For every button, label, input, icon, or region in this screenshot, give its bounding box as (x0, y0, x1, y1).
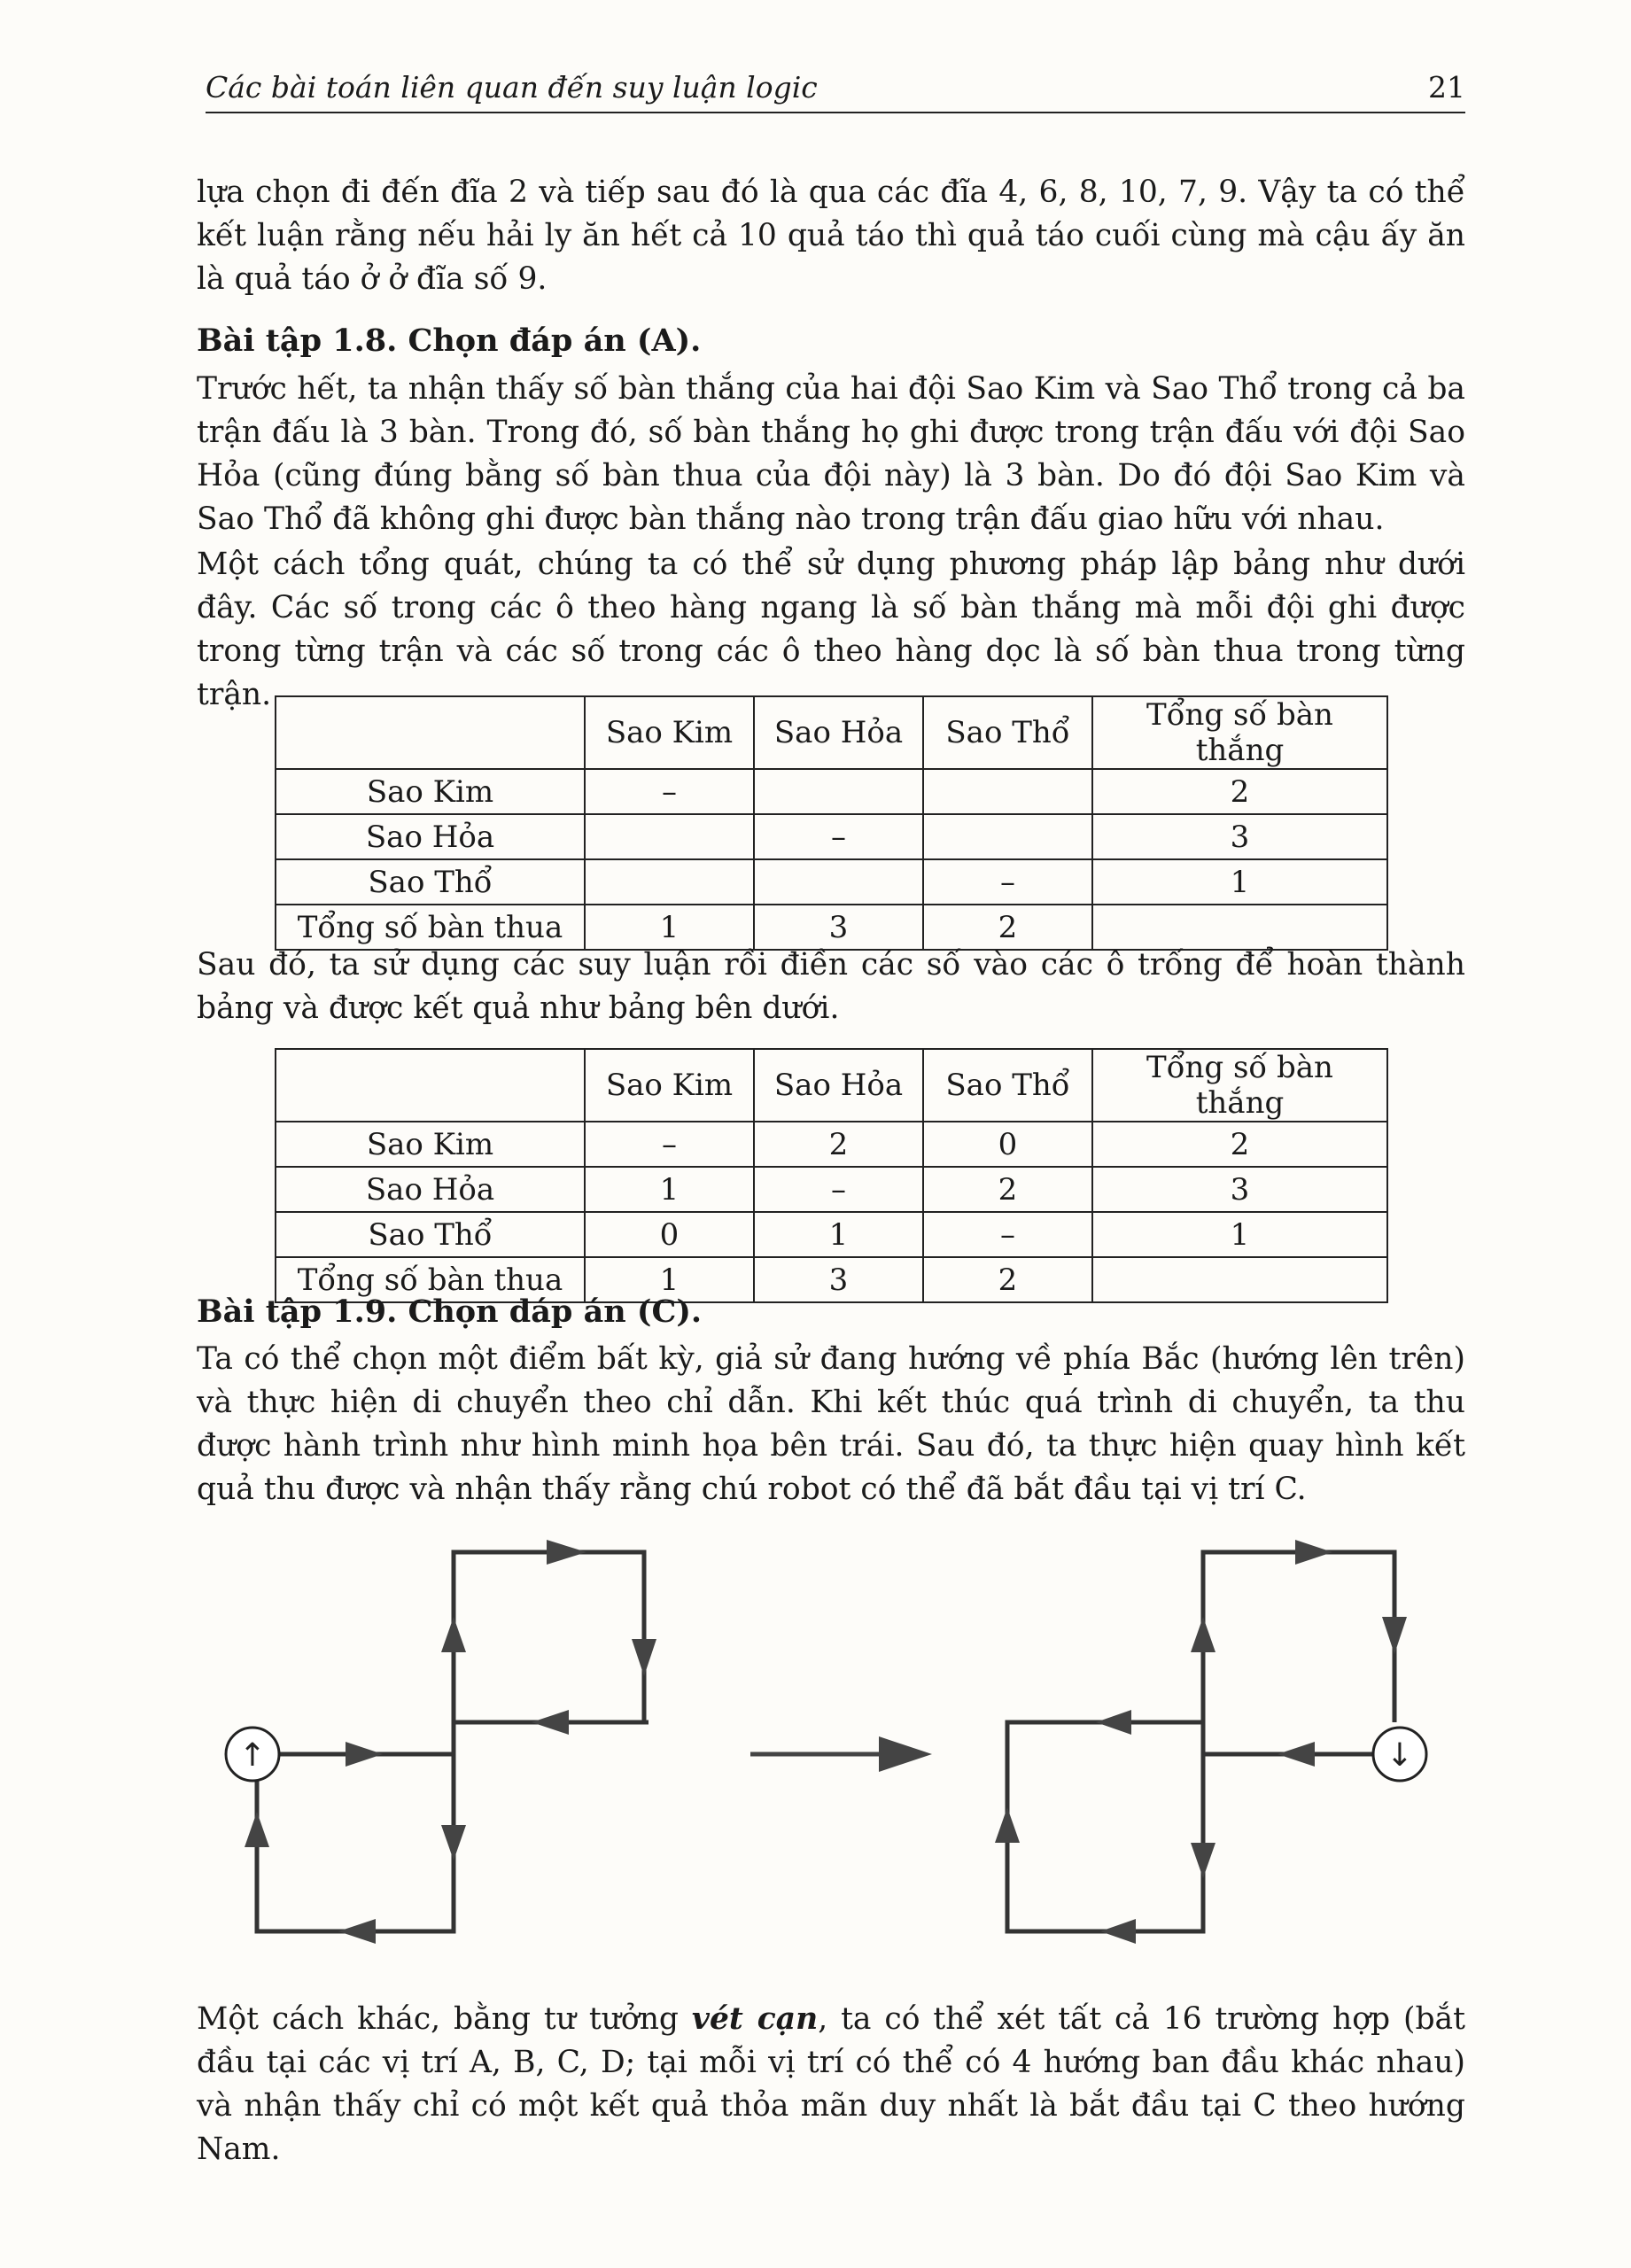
left-start-marker (226, 1728, 279, 1781)
table-cell: – (585, 1122, 754, 1167)
table-cell (923, 814, 1092, 859)
table-cell (754, 769, 923, 814)
left-path-arrows (245, 1540, 656, 1944)
table-cell: Tổng số bàn thắng (1092, 696, 1387, 769)
table-cell: Sao Kim (276, 769, 585, 814)
table-cell: 1 (754, 1212, 923, 1257)
table-header-row (276, 1049, 1387, 1122)
exercise-1-9-paragraph-2 (197, 1998, 1465, 2171)
table-cell: Sao Kim (276, 1122, 585, 1167)
table-cell: 1 (585, 1167, 754, 1212)
goals-table-blank (275, 695, 1388, 951)
table-cell: 2 (923, 905, 1092, 950)
arrow-icon (346, 1742, 383, 1767)
header-title: Các bài toán liên quan đến suy luận logic (206, 70, 818, 105)
table-cell: 3 (754, 905, 923, 950)
arrow-icon (245, 1812, 269, 1847)
page-header (206, 64, 1465, 113)
arrow-icon (632, 1639, 656, 1676)
table-cell: Sao Thổ (276, 1212, 585, 1257)
page-number: 21 (1428, 70, 1465, 105)
table-cell (923, 769, 1092, 814)
table-row (276, 1212, 1387, 1257)
table-cell: 2 (923, 1257, 1092, 1302)
table-row (276, 769, 1387, 814)
table-cell: 0 (585, 1212, 754, 1257)
arrow-icon (1278, 1742, 1315, 1767)
table-cell (585, 814, 754, 859)
exercise-1-9-heading: Bài tập 1.9. Chọn đáp án (C). (197, 1293, 703, 1330)
table-cell: Sao Hỏa (754, 696, 923, 769)
table-cell: 1 (1092, 1212, 1387, 1257)
table-cell: 1 (585, 1257, 754, 1302)
table-cell: 0 (923, 1122, 1092, 1167)
arrow-icon (1096, 1710, 1131, 1735)
table-cell: 2 (1092, 1122, 1387, 1167)
emphasized-term: vét cạn (691, 2001, 819, 2037)
table-cell: 1 (1092, 859, 1387, 905)
arrow-icon (1191, 1843, 1215, 1878)
table-cell (1092, 1257, 1387, 1302)
south-arrow-icon: ↓ (1386, 1737, 1414, 1774)
exercise-1-8-paragraph-1: Trước hết, ta nhận thấy số bàn thắng của hai đội Sao Kim và Sao Thổ trong cả ba trận đấu là 3 bàn. Trong đó, số bàn thắng họ ghi được trong trận đấu với đội Sao Hỏa (cũng đúng bằng số bàn thua của đội này) là 3 bàn. Do đó đội Sao Kim và Sao Thổ đã không ghi được bàn thắng nào trong trận đấu giao hữu với nhau. (197, 371, 1465, 537)
arrow-icon (547, 1540, 586, 1565)
table-header-row (276, 696, 1387, 769)
exercise-1-8-paragraph-2: Một cách tổng quát, chúng ta có thể sử dụng phương pháp lập bảng như dưới đây. Các số trong các ô theo hàng ngang là số bàn thắng mà mỗi đội ghi được trong từng trận và các số trong các ô theo hàng dọc là số bàn thua trong từng trận. (197, 547, 1465, 712)
arrow-icon (338, 1919, 376, 1944)
table-cell: Tổng số bàn thua (276, 905, 585, 950)
exercise-1-9-paragraph-1: Ta có thể chọn một điểm bất kỳ, giả sử đang hướng về phía Bắc (hướng lên trên) và thực hiện di chuyển theo chỉ dẫn. Khi kết thúc quá trình di chuyển, ta thu được hành trình như hình minh họa bên trái. Sau đó, ta thực hiện quay hình kết quả thu được và nhận thấy rằng chú robot có thể đã bắt đầu tại vị trí C. (197, 1341, 1465, 1507)
table-row (276, 1122, 1387, 1167)
table-cell: – (754, 1167, 923, 1212)
north-arrow-icon: ↑ (238, 1737, 267, 1774)
table-cell: 3 (1092, 814, 1387, 859)
arrow-icon (995, 1807, 1020, 1843)
table-cell: – (754, 814, 923, 859)
table-row (276, 1167, 1387, 1212)
table-cell: 2 (754, 1122, 923, 1167)
table-cell (276, 1049, 585, 1122)
arrow-icon (441, 1825, 466, 1860)
table-cell: Sao Hỏa (754, 1049, 923, 1122)
exercise-1-8-paragraph-3: Sau đó, ta sử dụng các suy luận rồi điền các số vào các ô trống để hoàn thành bảng và được kết quả như bảng bên dưới. (197, 947, 1465, 1026)
left-robot-path (252, 1552, 649, 1931)
paragraph-text: , ta có thể xét tất cả 16 trường hợp (bắt đầu tại các vị trí A, B, C, D; tại mỗi vị trí có thể có 4 hướng ban đầu khác nhau) và nhận thấy chỉ có một kết quả thỏa mãn duy nhất là bắt đầu tại C theo hướng Nam. (197, 2001, 1465, 2167)
table-cell: 1 (585, 905, 754, 950)
table-cell (276, 696, 585, 769)
table-row (276, 814, 1387, 859)
arrow-icon (1100, 1919, 1136, 1944)
goals-table-completed (275, 1048, 1388, 1303)
table-cell: Tổng số bàn thắng (1092, 1049, 1387, 1122)
arrow-right-icon (879, 1736, 932, 1772)
table-cell: Sao Kim (585, 696, 754, 769)
rotation-arrow (750, 1736, 932, 1772)
table-cell (754, 859, 923, 905)
table-cell: 2 (1092, 769, 1387, 814)
table-cell: Sao Hỏa (276, 814, 585, 859)
table-cell (585, 859, 754, 905)
table-cell: Sao Thổ (923, 696, 1092, 769)
table-cell: Sao Hỏa (276, 1167, 585, 1212)
arrow-icon (1191, 1617, 1215, 1652)
right-start-marker (1373, 1728, 1426, 1781)
arrow-icon (532, 1710, 569, 1735)
table-cell: 3 (754, 1257, 923, 1302)
robot-path-figure (197, 1524, 1465, 1984)
intro-paragraph: lựa chọn đi đến đĩa 2 và tiếp sau đó là qua các đĩa 4, 6, 8, 10, 7, 9. Vậy ta có thể kết luận rằng nếu hải ly ăn hết cả 10 quả táo thì quả táo cuối cùng mà cậu ấy ăn là quả táo ở ở đĩa số 9. (197, 175, 1465, 297)
table-row (276, 859, 1387, 905)
table-cell: 2 (923, 1167, 1092, 1212)
table-cell: Sao Thổ (923, 1049, 1092, 1122)
table-cell: – (923, 859, 1092, 905)
arrow-icon (1382, 1617, 1407, 1654)
table-cell: 3 (1092, 1167, 1387, 1212)
table-cell: – (923, 1212, 1092, 1257)
table-cell: Tổng số bàn thua (276, 1257, 585, 1302)
arrow-icon (441, 1617, 466, 1652)
paragraph-text: Một cách khác, bằng tư tưởng (197, 2001, 692, 2037)
table-cell: – (585, 769, 754, 814)
arrow-icon (1295, 1540, 1332, 1565)
table-cell: Sao Kim (585, 1049, 754, 1122)
exercise-1-8-heading: Bài tập 1.8. Chọn đáp án (A). (197, 322, 702, 359)
table-cell: Sao Thổ (276, 859, 585, 905)
